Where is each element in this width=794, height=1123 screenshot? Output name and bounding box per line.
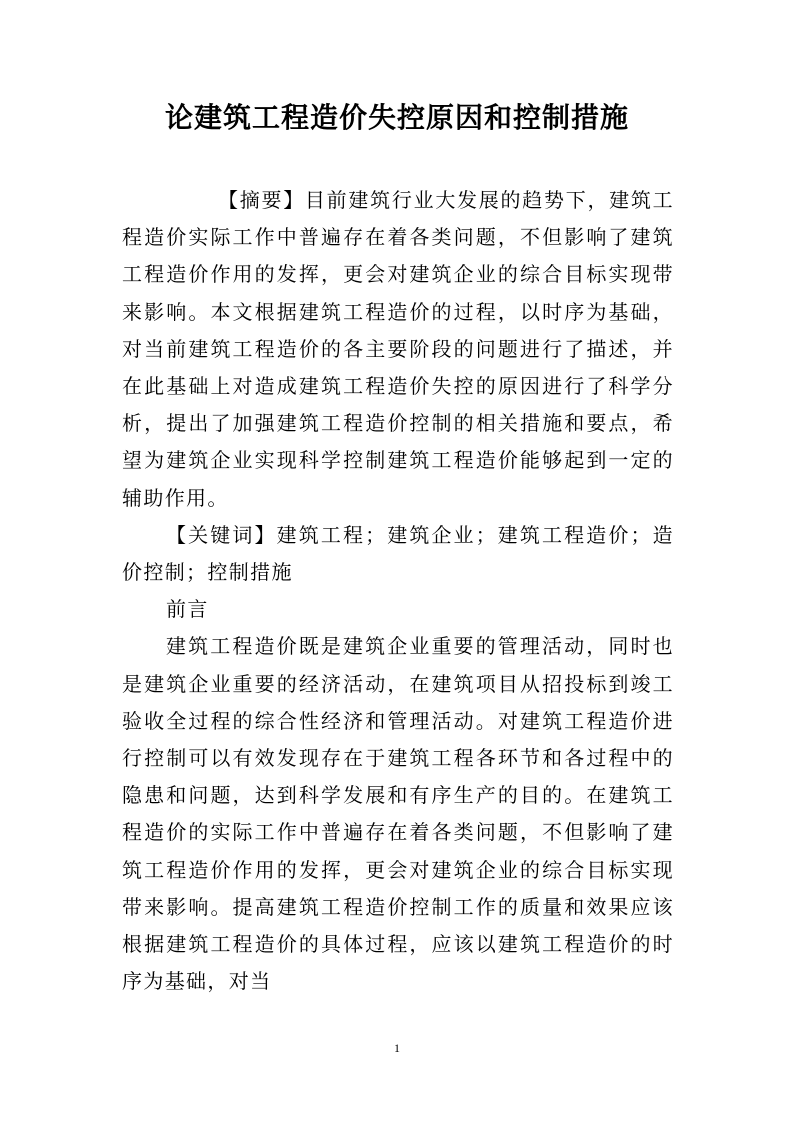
- keywords-paragraph: 【关键词】建筑工程；建筑企业；建筑工程造价；造价控制；控制措施: [122, 522, 674, 585]
- abstract-paragraph: 【摘要】目前建筑行业大发展的趋势下，建筑工程造价实际工作中普遍存在着各类问题，不但影响了建筑工程造价作用的发挥，更会对建筑企业的综合目标实现带来影响。本文根据建筑工程造价的过程，以时序为基础，对当前建筑工程造价的各主要阶段的问题进行了描述，并在此基础上对造成建筑工程造价失控的原因进行了科学分析，提出了加强建筑工程造价控制的相关措施和要点，希望为建筑企业实现科学控制建筑工程造价能够起到一定的辅助作用。: [122, 188, 674, 510]
- document-title: 论建筑工程造价失控原因和控制措施: [164, 101, 629, 134]
- preface-paragraph: 建筑工程造价既是建筑企业重要的管理活动，同时也是建筑企业重要的经济活动，在建筑项目从招投标到竣工验收全过程的综合性经济和管理活动。对建筑工程造价进行控制可以有效发现存在于建筑工程各环节和各过程中的隐患和问题，达到科学发展和有序生产的目的。在建筑工程造价的实际工作中普遍存在着各类问题，不但影响了建筑工程造价作用的发挥，更会对建筑企业的综合目标实现带来影响。提高建筑工程造价控制工作的质量和效果应该根据建筑工程造价的具体过程，应该以建筑工程造价的时序为基础，对当: [122, 634, 674, 994]
- page-number: 1: [394, 1041, 400, 1055]
- preface-heading: 前言: [166, 597, 209, 622]
- document-body: [122, 182, 674, 1000]
